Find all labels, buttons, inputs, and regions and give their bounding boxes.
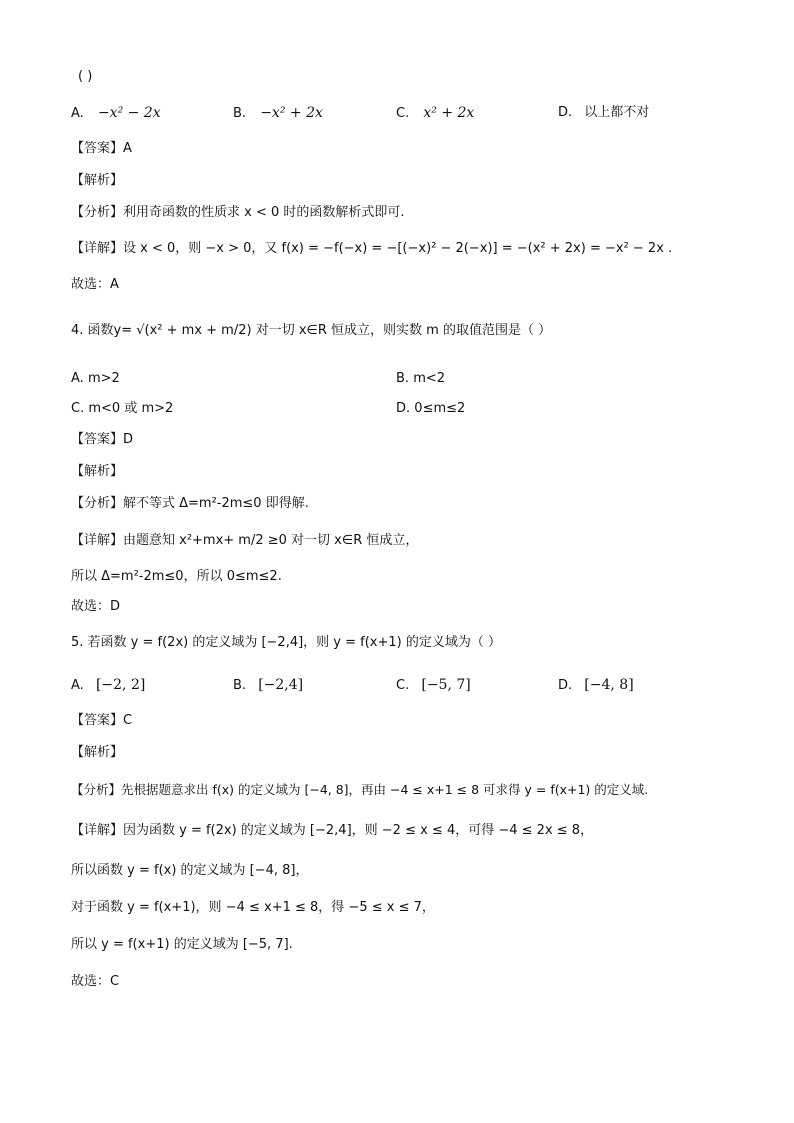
- option-label: C.: [396, 106, 410, 121]
- q4-option-c: [71, 400, 173, 418]
- option-text: 0≤m≤2: [414, 401, 466, 416]
- option-label: C.: [71, 401, 85, 416]
- q5-select: 故选：C: [71, 974, 120, 989]
- option-label: A.: [71, 106, 84, 121]
- q5-xiangjie: 【详解】因为函数 y = f(2x) 的定义域为 [−2,4]，则 −2 ≤ x ≤ 4，可得 −4 ≤ 2x ≤ 8，: [71, 823, 594, 838]
- q3-select: 故选：A: [71, 277, 119, 292]
- q3-option-c: [396, 104, 474, 123]
- option-label: A.: [71, 371, 84, 386]
- option-label: A.: [71, 678, 84, 693]
- option-label: D.: [558, 678, 573, 693]
- q5-answer: 【答案】C: [71, 713, 133, 728]
- option-text: [−4, 8]: [584, 677, 634, 693]
- q4-line2: 所以 Δ=m²-2m≤0，所以 0≤m≤2.: [71, 569, 282, 584]
- option-text: [−2, 2]: [95, 677, 146, 693]
- q3-xiangjie: 【详解】设 x < 0，则 −x > 0，又 f(x) = −f(−x) = −[(−x)² − 2(−x)] = −(x² + 2x) = −x² − 2x .: [71, 241, 673, 256]
- q5-option-a: [71, 676, 145, 695]
- option-text: [−2,4]: [258, 677, 304, 693]
- q3-option-d: [558, 104, 649, 122]
- option-text: −x² + 2x: [260, 105, 323, 121]
- option-text: x² + 2x: [423, 105, 475, 121]
- option-label: B.: [233, 678, 247, 693]
- q5-option-d: [558, 676, 634, 695]
- q5-line3: 对于函数 y = f(x+1)，则 −4 ≤ x+1 ≤ 8，得 −5 ≤ x ≤ 7，: [71, 900, 435, 915]
- q5-stem: 5. 若函数 y = f(2x) 的定义域为 [−2,4]，则 y = f(x+1) 的定义域为（ ）: [71, 635, 502, 650]
- q3-option-a: [71, 104, 161, 123]
- q4-option-b: [396, 370, 445, 388]
- option-label: D.: [558, 105, 573, 120]
- q4-xiangjie: 【详解】由题意知 x²+mx+ m/2 ≥0 对一切 x∈R 恒成立，: [71, 533, 419, 548]
- q3-option-b: [233, 104, 323, 123]
- q4-select: 故选：D: [71, 599, 121, 614]
- q3-answer: 【答案】A: [71, 141, 132, 156]
- q5-option-b: [233, 676, 303, 695]
- q4-answer: 【答案】D: [71, 432, 134, 447]
- option-text: −x² − 2x: [97, 105, 161, 121]
- q5-line4: 所以 y = f(x+1) 的定义域为 [−5, 7].: [71, 937, 293, 952]
- option-label: D.: [396, 401, 411, 416]
- option-text: m<0 或 m>2: [88, 401, 174, 416]
- option-text: [−5, 7]: [421, 677, 471, 693]
- q5-line2: 所以函数 y = f(x) 的定义域为 [−4, 8]，: [71, 863, 309, 878]
- option-text: m>2: [87, 371, 120, 386]
- q4-option-a: [71, 370, 120, 388]
- q3-jiexi: 【解析】: [71, 173, 124, 188]
- q4-jiexi: 【解析】: [71, 464, 124, 479]
- option-label: C.: [396, 678, 410, 693]
- q4-option-d: [396, 400, 465, 418]
- q5-option-c: [396, 676, 471, 695]
- q5-jiexi: 【解析】: [71, 745, 124, 760]
- q5-fenxi: 【分析】先根据题意求出 f(x) 的定义域为 [−4, 8]，再由 −4 ≤ x+1 ≤ 8 可求得 y = f(x+1) 的定义域.: [71, 782, 649, 797]
- q4-fenxi: 【分析】解不等式 Δ=m²-2m≤0 即得解.: [71, 496, 309, 511]
- q3-fenxi: 【分析】利用奇函数的性质求 x < 0 时的函数解析式即可.: [71, 205, 405, 220]
- option-label: B.: [396, 371, 410, 386]
- option-label: B.: [233, 106, 247, 121]
- option-text: m<2: [413, 371, 446, 386]
- option-text: 以上都不对: [584, 105, 650, 120]
- q4-stem: 4. 函数y= √(x² + mx + m/2) 对一切 x∈R 恒成立，则实数 m 的取值范围是（ ）: [71, 323, 552, 338]
- q3-paren: ( ): [78, 69, 93, 84]
